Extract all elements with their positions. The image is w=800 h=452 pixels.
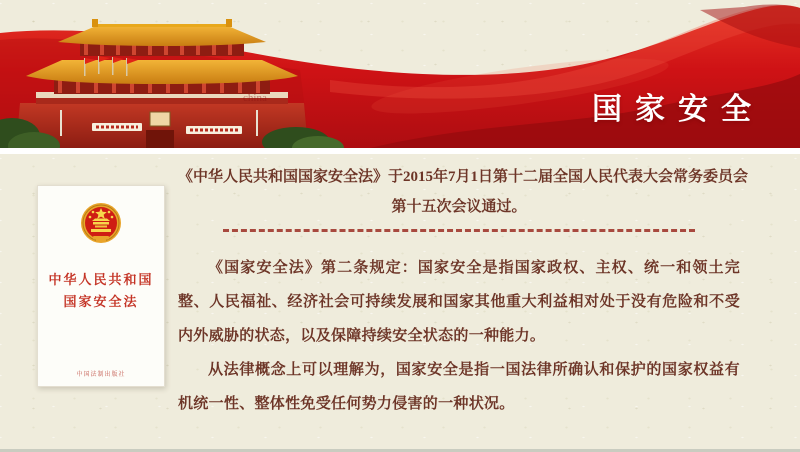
dashed-divider xyxy=(223,229,695,232)
china-watermark: china xyxy=(243,92,267,104)
roof-ridge xyxy=(96,24,228,27)
national-emblem-icon xyxy=(75,198,127,250)
ridge-ornament xyxy=(92,19,98,27)
content-area xyxy=(178,162,749,421)
book-cover xyxy=(37,185,165,387)
upper-roof xyxy=(58,26,266,46)
slogan-plaque-right xyxy=(186,126,242,134)
intro-line-2: 第十五次会议通过。 xyxy=(391,199,527,215)
legal-paragraph: 从法律概念上可以理解为，国家安全是指一国法律所确认和保护的国家权益有机统一性、整体性免受任何势力侵害的一种状况。 xyxy=(178,362,740,412)
lamp-post xyxy=(256,110,258,136)
book-title-line1: 中华人民共和国 xyxy=(48,272,154,287)
lower-roof xyxy=(26,60,298,84)
portrait xyxy=(150,112,170,126)
gate-arch xyxy=(146,130,174,148)
lamp-post xyxy=(60,110,62,136)
book-title-line2: 国家安全法 xyxy=(63,294,139,309)
intro-line-1: 《中华人民共和国国家安全法》于2015年7月1日第十二届全国人民代表大会常务委员会 xyxy=(178,169,749,185)
book-publisher: 中国法制出版社 xyxy=(76,372,126,378)
book-title xyxy=(38,269,164,313)
banner-title: 国家安全 xyxy=(592,93,764,126)
definition-paragraph: 《国家安全法》第二条规定：国家安全是指国家政权、主权、统一和领土完整、人民福祉、经济社会可持续发展和国家其他重大利益相对处于没有危险和不受内外威胁的状态，以及保障持续安全状态的一种能力。 xyxy=(178,260,740,344)
banner xyxy=(0,0,800,154)
ridge-ornament xyxy=(226,19,232,27)
intro-paragraph xyxy=(178,162,749,222)
